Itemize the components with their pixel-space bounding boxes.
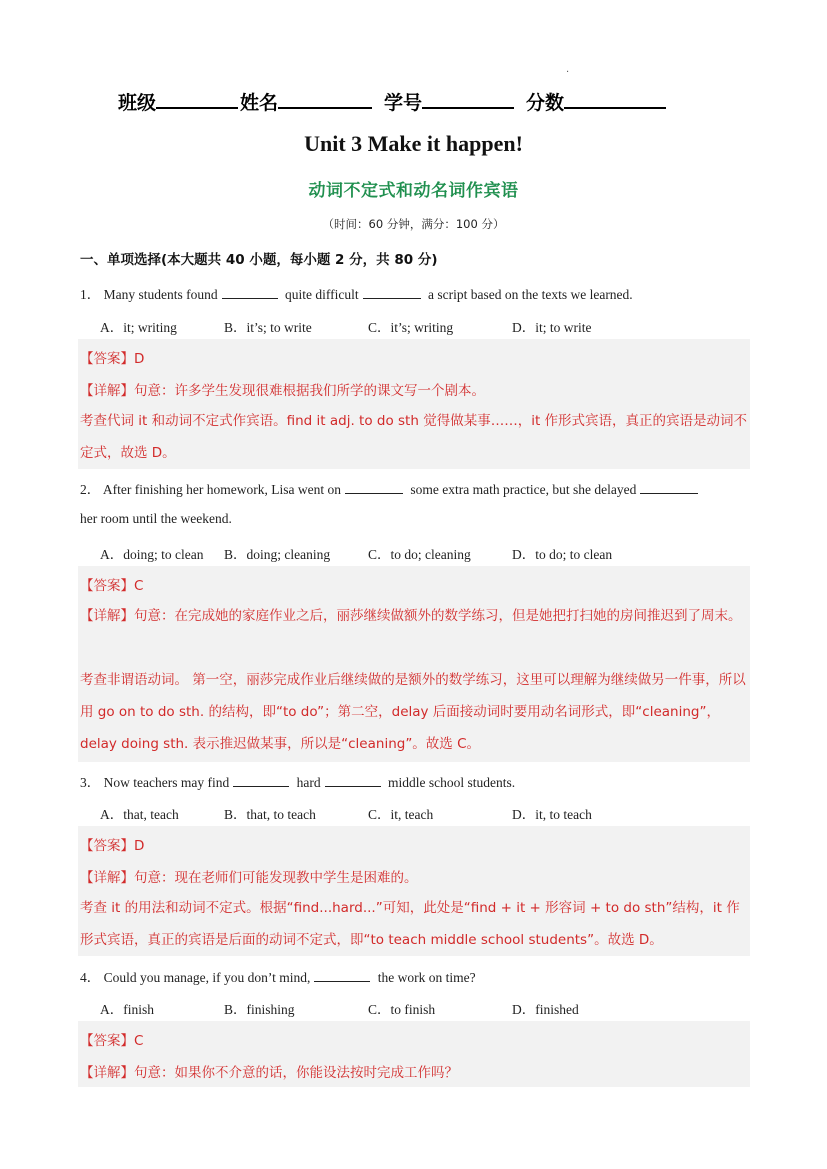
answer-blank — [363, 286, 421, 299]
option-b[interactable]: B．finishing — [224, 1002, 295, 1017]
answer-box-1 — [78, 339, 750, 469]
answer-line: 【答案】C — [80, 578, 144, 594]
section-heading: 一、单项选择(本大题共 40 小题，每小题 2 分，共 80 分) — [80, 252, 438, 268]
question-number: 1． — [80, 287, 101, 302]
question-text: Many students found — [103, 287, 218, 302]
answer-line: 【答案】D — [80, 838, 145, 854]
option-d[interactable]: D．it; to write — [512, 320, 592, 335]
analysis-text: 考查代词 it 和动词不定式作宾语。find it adj. to do sth 觉得做某事……，it 作形式宾语，真正的宾语是动词不定式，故选 D。 — [80, 413, 748, 461]
question-number: 3． — [80, 775, 101, 790]
analysis-text: 考查非谓语动词。 第一空，丽莎完成作业后继续做的是额外的数学练习，这里可以理解为继续做另一件事，所以用 go on to do sth. 的结构，即“to do”；第二空，delay 后面接动词时要用动名词形式，即“cleaning”，delay doing sth. 表示推迟做某事，所以是“cleaning”。故选 C。 — [80, 672, 746, 752]
question-text: Now teachers may find — [103, 775, 230, 790]
answer-blank — [222, 286, 278, 299]
question-text: the work on time? — [377, 970, 476, 985]
option-a[interactable]: A．that, teach — [100, 807, 179, 822]
answer-box-4 — [78, 1021, 750, 1087]
student-id-blank[interactable] — [422, 91, 514, 109]
name-blank[interactable] — [278, 91, 372, 109]
question-1 — [80, 283, 750, 303]
option-c[interactable]: C．it’s; writing — [368, 320, 454, 335]
answer-box-3 — [78, 826, 750, 956]
document-subtitle: 动词不定式和动名词作宾语 — [308, 181, 519, 201]
option-d[interactable]: D．finished — [512, 1002, 579, 1017]
detail-line: 【详解】句意：如果你不介意的话，你能设法按时完成工作吗？ — [80, 1065, 458, 1081]
option-b[interactable]: B．it’s; to write — [224, 320, 312, 335]
score-blank[interactable] — [564, 91, 666, 109]
question-text: After finishing her homework, Lisa went on — [102, 482, 341, 497]
student-id-label: 学号 — [384, 92, 423, 114]
detail-line: 【详解】句意：许多学生发现很难根据我们所学的课文写一个剧本。 — [80, 383, 485, 399]
answer-blank — [314, 969, 370, 982]
answer-blank — [345, 481, 403, 494]
question-text: quite difficult — [285, 287, 359, 302]
option-c[interactable]: C．to finish — [368, 1002, 436, 1017]
question-2 — [80, 478, 750, 498]
answer-blank — [325, 774, 381, 787]
answer-box-2 — [78, 566, 750, 762]
student-info-header — [118, 88, 718, 115]
option-c[interactable]: C．it, teach — [368, 807, 434, 822]
option-d[interactable]: D．to do; to clean — [512, 547, 613, 562]
analysis-text: 考查 it 的用法和动词不定式。根据“find...hard...”可知，此处是“find + it + 形容词 + to do sth”结构，it 作形式宾语，真正的宾语是后面的动词不定式，即“to teach middle school students”。故选 D。 — [80, 900, 740, 948]
answer-blank — [233, 774, 289, 787]
option-c[interactable]: C．to do; cleaning — [368, 547, 471, 562]
question-text: hard — [296, 775, 321, 790]
option-a[interactable]: A．doing; to clean — [100, 547, 204, 562]
question-text: Could you manage, if you don’t mind, — [103, 970, 311, 985]
page-dot: . — [566, 64, 570, 75]
time-info: （时间：60 分钟，满分：100 分） — [322, 217, 505, 231]
answer-blank — [640, 481, 698, 494]
question-text: middle school students. — [387, 775, 516, 790]
answer-line: 【答案】D — [80, 351, 145, 367]
option-a[interactable]: A．finish — [100, 1002, 154, 1017]
answer-line: 【答案】C — [80, 1033, 144, 1049]
detail-line: 【详解】句意：在完成她的家庭作业之后，丽莎继续做额外的数学练习，但是她把打扫她的房间推迟到了周末。 — [80, 608, 742, 624]
score-label: 分数 — [526, 92, 565, 114]
name-label: 姓名 — [240, 92, 279, 114]
question-number: 2． — [80, 482, 101, 497]
class-blank[interactable] — [156, 91, 238, 109]
question-4 — [80, 966, 750, 986]
question-text: some extra math practice, but she delayed — [410, 482, 637, 497]
question-text: a script based on the texts we learned. — [428, 287, 633, 302]
option-b[interactable]: B．doing; cleaning — [224, 547, 331, 562]
question-number: 4． — [80, 970, 101, 985]
class-label: 班级 — [118, 92, 157, 114]
option-b[interactable]: B．that, to teach — [224, 807, 316, 822]
question-2-continued: her room until the weekend. — [80, 511, 232, 526]
option-a[interactable]: A．it; writing — [100, 320, 177, 335]
document-title: Unit 3 Make it happen! — [304, 131, 523, 156]
question-3 — [80, 771, 750, 791]
option-d[interactable]: D．it, to teach — [512, 807, 592, 822]
detail-line: 【详解】句意：现在老师们可能发现教中学生是困难的。 — [80, 870, 418, 886]
